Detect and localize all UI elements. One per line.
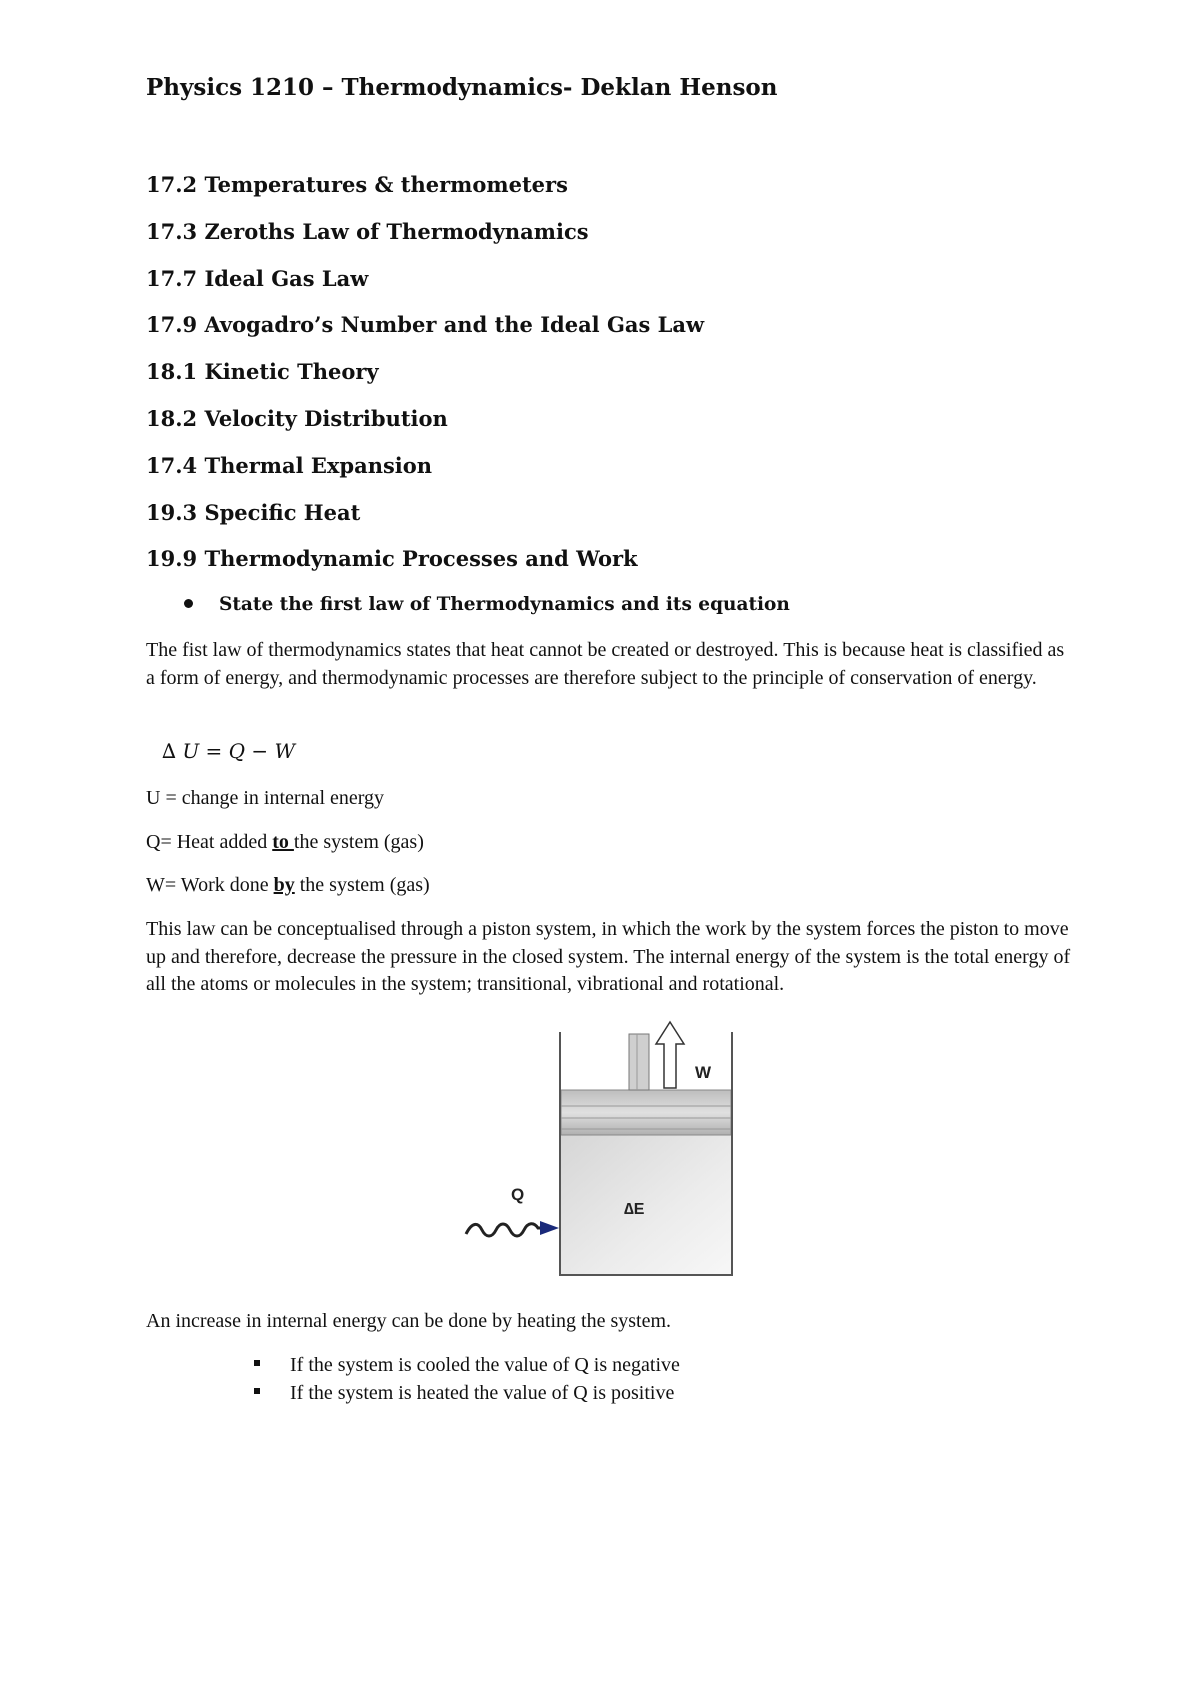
definition-w-emphasis: by xyxy=(273,874,295,896)
gas-chamber xyxy=(561,1135,731,1275)
topic-list xyxy=(146,172,704,593)
list-item-text: If the system is heated the value of Q is positive xyxy=(290,1382,675,1404)
heat-label: Q xyxy=(511,1185,525,1204)
subheading xyxy=(184,594,790,615)
topic-item: 19.9 Thermodynamic Processes and Work xyxy=(146,546,638,572)
up-arrow-icon xyxy=(656,1022,684,1088)
list-item xyxy=(254,1380,680,1408)
definition-q-prefix: Q= Heat added xyxy=(146,831,273,853)
page-title: Physics 1210 – Thermodynamics- Deklan Henson xyxy=(146,74,778,101)
heat-arrowhead-icon xyxy=(540,1221,559,1235)
q-sign-list xyxy=(254,1352,680,1408)
work-label: W xyxy=(695,1063,712,1082)
first-law-equation: ∆ U = Q − W xyxy=(162,739,296,763)
list-item-text: If the system is cooled the value of Q is negative xyxy=(290,1354,680,1376)
increase-text: An increase in internal energy can be done by heating the system. xyxy=(146,1310,672,1332)
definition-q-suffix: the system (gas) xyxy=(293,831,424,853)
topic-item: 17.4 Thermal Expansion xyxy=(146,452,433,478)
subheading-text: State the first law of Thermodynamics and its equation xyxy=(219,594,790,615)
topic-item: 19.3 Specific Heat xyxy=(146,499,361,525)
topic-item: 17.3 Zeroths Law of Thermodynamics xyxy=(146,218,589,244)
definition-w xyxy=(146,872,430,900)
piston-diagram xyxy=(462,1018,742,1288)
bullet-dot-icon xyxy=(184,599,193,608)
square-bullet-icon xyxy=(254,1360,260,1366)
piston-head xyxy=(561,1090,731,1135)
topic-item: 17.9 Avogadro’s Number and the Ideal Gas Law xyxy=(146,312,705,338)
piston-paragraph: This law can be conceptualised through a piston system, in which the work by the system forces the piston to move up and therefore, decrease the pressure in the closed system. The internal energy of the system is the total energy of all the atoms or molecules in the system; transitional, vibrational and rotational. xyxy=(146,918,1071,995)
list-item xyxy=(254,1352,680,1380)
topic-item: 18.1 Kinetic Theory xyxy=(146,359,379,385)
energy-label: ∆E xyxy=(624,1201,645,1218)
definition-w-suffix: the system (gas) xyxy=(294,874,430,896)
definition-u: U = change in internal energy xyxy=(146,787,385,809)
topic-item: 17.2 Temperatures & thermometers xyxy=(146,172,568,197)
intro-paragraph: The fist law of thermodynamics states that heat cannot be created or destroyed. This is because heat is classified as a form of energy, and thermodynamic processes are therefore subject to the principle of conservation of energy. xyxy=(146,639,1065,689)
topic-item: 18.2 Velocity Distribution xyxy=(146,405,448,431)
square-bullet-icon xyxy=(254,1388,260,1394)
topic-item: 17.7 Ideal Gas Law xyxy=(146,265,369,291)
definition-q xyxy=(146,829,424,857)
piston-rod xyxy=(629,1034,649,1090)
definition-w-prefix: W= Work done xyxy=(146,874,274,896)
definition-q-emphasis: to xyxy=(272,831,294,853)
heat-wave-icon xyxy=(466,1224,546,1236)
